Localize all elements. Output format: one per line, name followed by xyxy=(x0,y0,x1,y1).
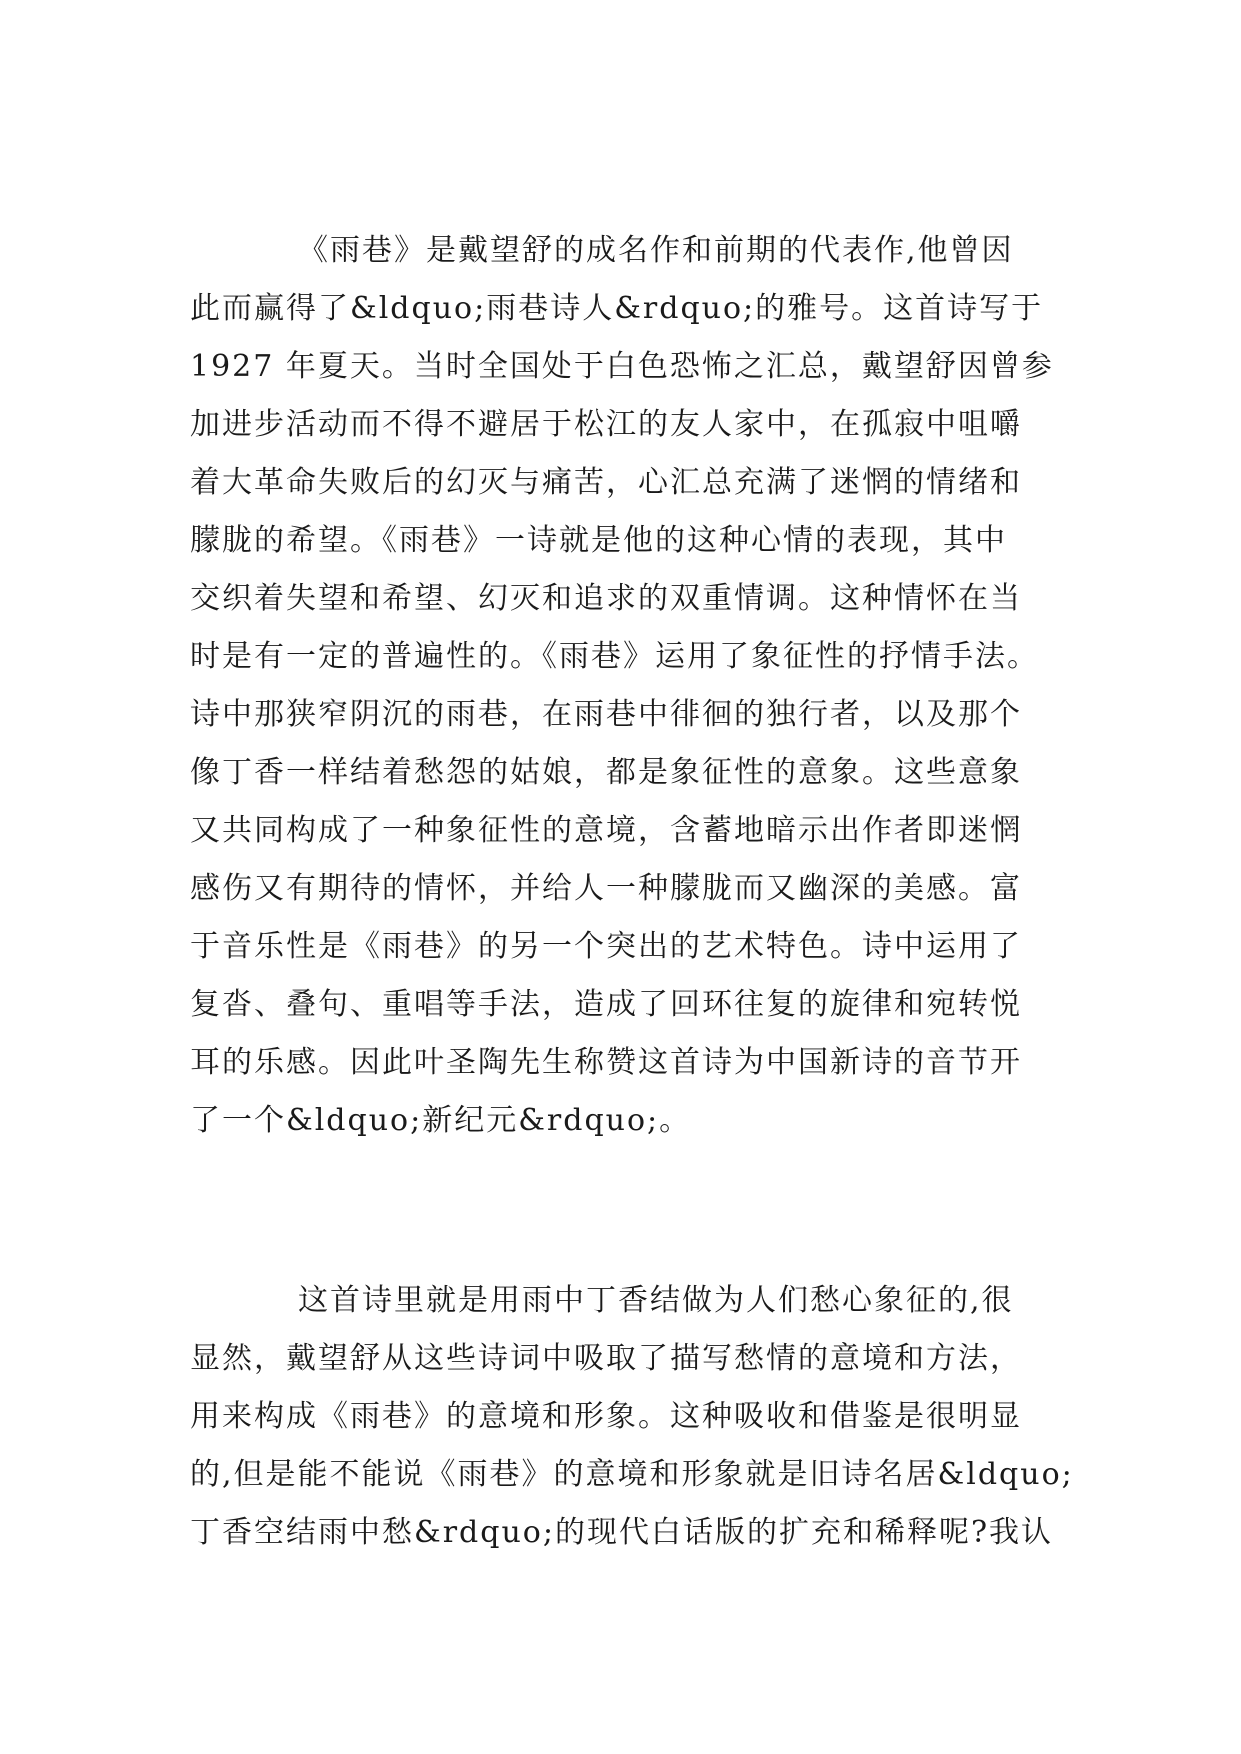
text-line: 感伤又有期待的情怀，并给人一种朦胧而又幽深的美感。富 xyxy=(190,871,1022,906)
text-line: 加进步活动而不得不避居于松江的友人家中，在孤寂中咀嚼 xyxy=(190,407,1022,442)
text-line: 诗中那狭窄阴沉的雨巷，在雨巷中徘徊的独行者，以及那个 xyxy=(190,697,1022,732)
text-line: 又共同构成了一种象征性的意境，含蓄地暗示出作者即迷惘 xyxy=(190,813,1022,848)
paragraph-lilac-imagery xyxy=(190,1272,1074,1562)
text-line: 这首诗里就是用雨中丁香结做为人们愁心象征的,很 xyxy=(298,1283,1014,1318)
text-line: 显然，戴望舒从这些诗词中吸取了描写愁情的意境和方法， xyxy=(190,1341,1022,1376)
text-line: 着大革命失败后的幻灭与痛苦，心汇总充满了迷惘的情绪和 xyxy=(190,465,1022,500)
text-line: 时是有一定的普遍性的。《雨巷》运用了象征性的抒情手法。 xyxy=(190,639,1039,674)
text-line: 丁香空结雨中愁&rdquo;的现代白话版的扩充和稀释呢?我认 xyxy=(190,1515,1054,1550)
text-line: 朦胧的希望。《雨巷》一诗就是他的这种心情的表现，其中 xyxy=(190,523,1007,558)
text-line: 于音乐性是《雨巷》的另一个突出的艺术特色。诗中运用了 xyxy=(190,929,1022,964)
paragraph-yuxiang-intro xyxy=(190,222,1060,1150)
text-line: 像丁香一样结着愁怨的姑娘，都是象征性的意象。这些意象 xyxy=(190,755,1022,790)
text-line: 用来构成《雨巷》的意境和形象。这种吸收和借鉴是很明显 xyxy=(190,1399,1022,1434)
text-line: 耳的乐感。因此叶圣陶先生称赞这首诗为中国新诗的音节开 xyxy=(190,1045,1022,1080)
text-line: 了一个&ldquo;新纪元&rdquo;。 xyxy=(190,1103,692,1138)
text-line: 1927 年夏天。当时全国处于白色恐怖之汇总，戴望舒因曾参 xyxy=(190,349,1054,384)
text-line: 交织着失望和希望、幻灭和追求的双重情调。这种情怀在当 xyxy=(190,581,1022,616)
text-line: 此而赢得了&ldquo;雨巷诗人&rdquo;的雅号。这首诗写于 xyxy=(190,291,1044,326)
text-line: 的,但是能不能说《雨巷》的意境和形象就是旧诗名居&ldquo; xyxy=(190,1457,1074,1492)
text-line: 复沓、叠句、重唱等手法，造成了回环往复的旋律和宛转悦 xyxy=(190,987,1022,1022)
text-line: 《雨巷》是戴望舒的成名作和前期的代表作,他曾因 xyxy=(298,233,1014,268)
